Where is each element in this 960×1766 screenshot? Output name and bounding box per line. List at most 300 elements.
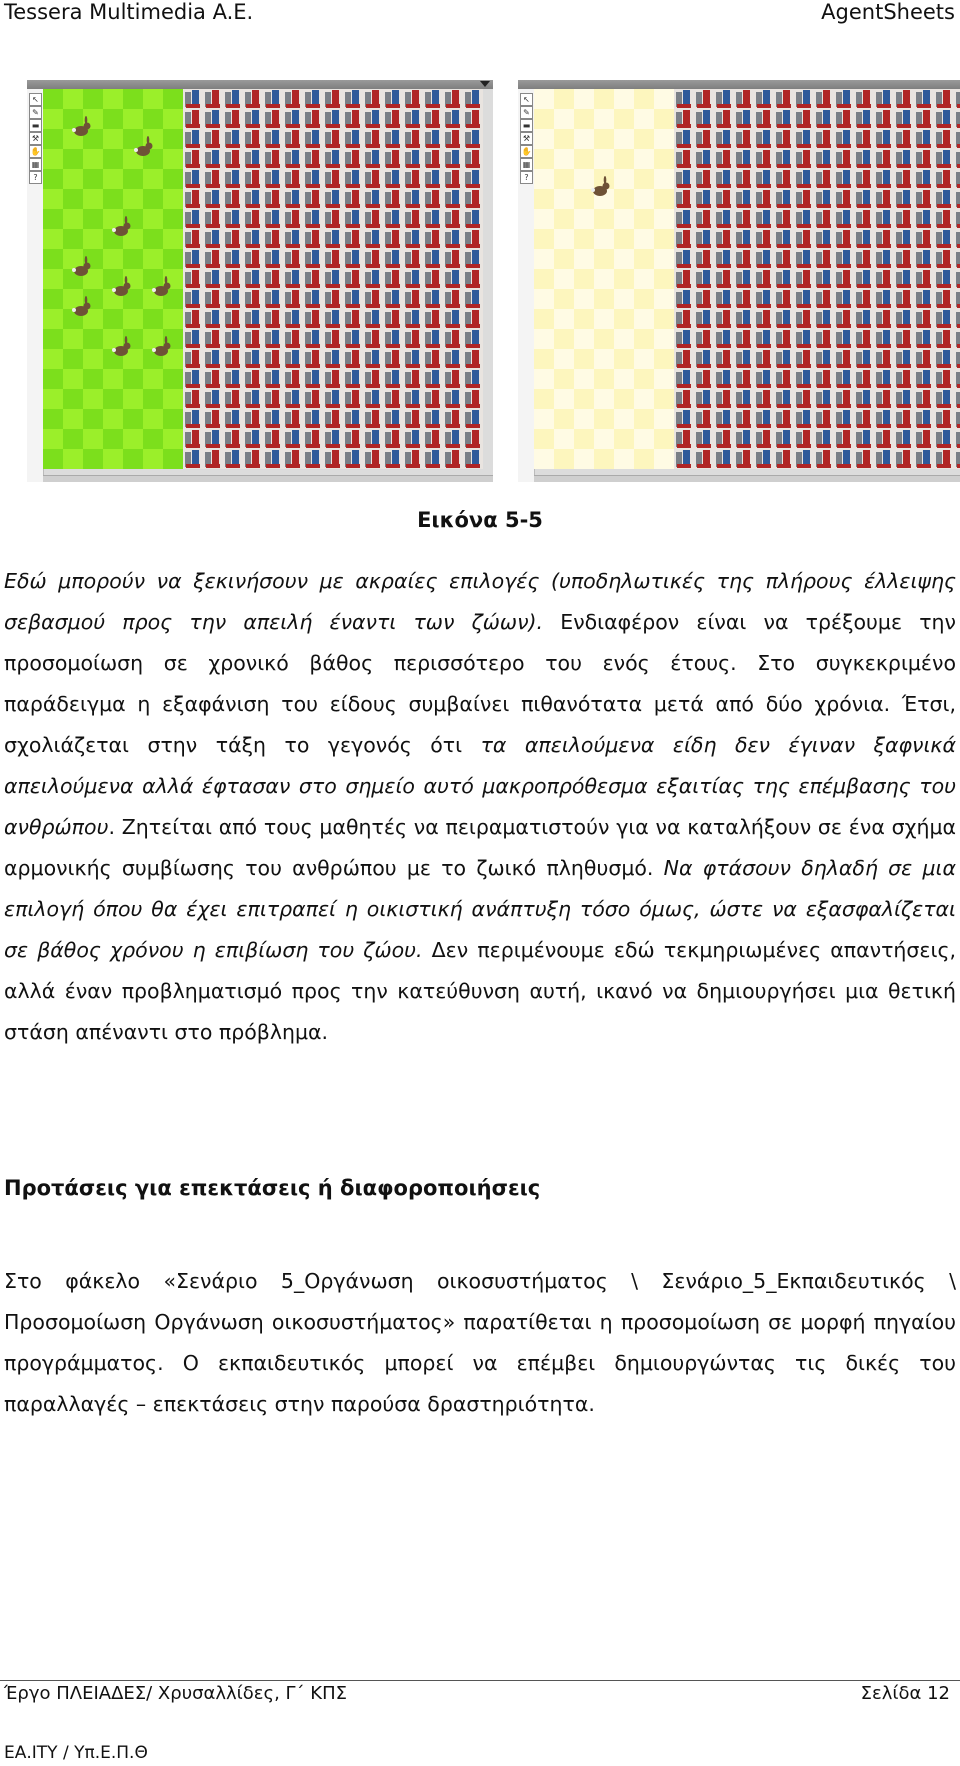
building-tile xyxy=(854,189,874,209)
building-tile xyxy=(854,369,874,389)
building-tile xyxy=(463,389,483,409)
building-tile xyxy=(874,189,894,209)
building-tile xyxy=(934,209,954,229)
building-tile xyxy=(694,389,714,409)
building-tile xyxy=(814,169,834,189)
building-tile xyxy=(423,109,443,129)
building-tile xyxy=(183,209,203,229)
field-tile xyxy=(634,209,654,229)
building-tile xyxy=(814,189,834,209)
field-tile xyxy=(594,449,614,469)
building-tile xyxy=(263,289,283,309)
building-tile xyxy=(383,409,403,429)
building-tile xyxy=(423,349,443,369)
field-tile xyxy=(654,329,674,349)
building-tile xyxy=(914,389,934,409)
tool-palette xyxy=(518,89,535,482)
building-tile xyxy=(794,89,814,109)
building-tile xyxy=(443,129,463,149)
building-tile xyxy=(854,389,874,409)
grid-icon[interactable]: ▦ xyxy=(520,158,533,171)
building-tile xyxy=(874,389,894,409)
building-tile xyxy=(423,449,443,469)
building-tile xyxy=(283,449,303,469)
field-tile xyxy=(574,329,594,349)
footer-project: Έργο ΠΛΕΙΑΔΕΣ/ Χρυσαλλίδες, Γ΄ ΚΠΣ xyxy=(4,1683,347,1704)
grid-icon[interactable]: ▦ xyxy=(29,158,42,171)
building-tile xyxy=(323,129,343,149)
building-tile xyxy=(363,449,383,469)
field-tile xyxy=(83,169,103,189)
building-tile xyxy=(774,89,794,109)
building-tile xyxy=(223,209,243,229)
field-tile xyxy=(123,109,143,129)
field-tile xyxy=(554,309,574,329)
building-tile xyxy=(463,449,483,469)
building-tile xyxy=(894,189,914,209)
field-tile xyxy=(634,449,654,469)
building-tile xyxy=(243,89,263,109)
building-tile xyxy=(383,249,403,269)
field-tile xyxy=(614,89,634,109)
building-tile xyxy=(694,109,714,129)
window-scrollbar[interactable] xyxy=(43,475,493,482)
field-tile xyxy=(123,309,143,329)
building-tile xyxy=(403,369,423,389)
building-tile xyxy=(734,369,754,389)
window-scrollbar[interactable] xyxy=(534,475,960,482)
building-tile xyxy=(794,429,814,449)
field-tile xyxy=(163,249,183,269)
field-tile xyxy=(63,189,83,209)
building-tile xyxy=(323,289,343,309)
building-tile xyxy=(283,249,303,269)
building-tile xyxy=(934,149,954,169)
field-tile xyxy=(554,349,574,369)
field-tile xyxy=(534,269,554,289)
field-tile xyxy=(534,349,554,369)
building-tile xyxy=(894,389,914,409)
field-tile xyxy=(143,389,163,409)
field-tile xyxy=(634,309,654,329)
field-tile xyxy=(103,149,123,169)
building-tile xyxy=(303,429,323,449)
building-tile xyxy=(403,309,423,329)
field-tile xyxy=(163,149,183,169)
building-tile xyxy=(203,169,223,189)
field-tile xyxy=(594,149,614,169)
building-tile xyxy=(183,409,203,429)
footer-divider xyxy=(0,1680,960,1681)
building-tile xyxy=(894,209,914,229)
building-tile xyxy=(694,369,714,389)
building-tile xyxy=(363,289,383,309)
building-tile xyxy=(343,409,363,429)
building-tile xyxy=(343,249,363,269)
building-tile xyxy=(443,229,463,249)
field-tile xyxy=(614,289,634,309)
building-tile xyxy=(834,349,854,369)
building-tile xyxy=(814,249,834,269)
building-tile xyxy=(814,149,834,169)
figure-caption: Εικόνα 5-5 xyxy=(417,508,543,532)
building-tile xyxy=(223,309,243,329)
field-tile xyxy=(63,389,83,409)
help-icon[interactable]: ? xyxy=(29,171,42,184)
building-tile xyxy=(403,389,423,409)
building-tile xyxy=(774,289,794,309)
building-tile xyxy=(343,289,363,309)
field-tile xyxy=(143,429,163,449)
building-tile xyxy=(203,109,223,129)
building-tile xyxy=(303,229,323,249)
body-paragraph-2: Στο φάκελο «Σενάριο 5_Οργάνωση οικοσυστήματος \ Σενάριο_5_Εκπαιδευτικός \ Προσομοίωση Οργάνωση οικοσυστήματος» παρατίθεται η προσομοίωση σε μορφή πηγαίου προγράμματος. Ο εκπαιδευτικός μπορεί να επέμβει δημιουργώντας τις δικές του παραλλαγές – επεκτάσεις στην παρούσα δραστηριότητα. xyxy=(4,1269,956,1416)
building-tile xyxy=(423,269,443,289)
pencil-icon[interactable]: ✎ xyxy=(520,106,533,119)
building-tile xyxy=(934,229,954,249)
building-tile xyxy=(463,269,483,289)
field-tile xyxy=(163,389,183,409)
building-tile xyxy=(954,329,960,349)
field-tile xyxy=(574,269,594,289)
hammer-icon[interactable]: ⚒ xyxy=(29,132,42,145)
field-tile xyxy=(594,209,614,229)
building-tile xyxy=(323,369,343,389)
field-tile xyxy=(654,349,674,369)
building-tile xyxy=(914,449,934,469)
field-tile xyxy=(574,289,594,309)
building-tile xyxy=(734,389,754,409)
hand-icon[interactable]: ✋ xyxy=(30,147,41,156)
field-tile xyxy=(574,149,594,169)
building-tile xyxy=(283,169,303,189)
building-tile xyxy=(714,369,734,389)
building-tile xyxy=(363,109,383,129)
field-tile xyxy=(43,129,63,149)
building-tile xyxy=(854,149,874,169)
building-tile xyxy=(854,89,874,109)
building-tile xyxy=(914,109,934,129)
building-tile xyxy=(834,369,854,389)
building-tile xyxy=(423,389,443,409)
field-tile xyxy=(83,209,103,229)
building-tile xyxy=(203,369,223,389)
field-tile xyxy=(554,409,574,429)
building-tile xyxy=(854,309,874,329)
building-tile xyxy=(914,409,934,429)
building-tile xyxy=(283,109,303,129)
field-tile xyxy=(654,249,674,269)
building-tile xyxy=(223,329,243,349)
building-tile xyxy=(754,369,774,389)
field-tile xyxy=(63,209,83,229)
pencil-icon[interactable]: ✎ xyxy=(29,106,42,119)
building-tile xyxy=(263,129,283,149)
building-tile xyxy=(223,409,243,429)
building-tile xyxy=(674,409,694,429)
building-tile xyxy=(403,189,423,209)
building-tile xyxy=(183,229,203,249)
building-tile xyxy=(343,429,363,449)
building-tile xyxy=(934,269,954,289)
field-tile xyxy=(594,309,614,329)
field-tile xyxy=(83,389,103,409)
building-tile xyxy=(954,149,960,169)
building-tile xyxy=(463,289,483,309)
hammer-icon[interactable]: ⚒ xyxy=(520,132,533,145)
field-tile xyxy=(83,409,103,429)
building-tile xyxy=(203,289,223,309)
building-tile xyxy=(694,169,714,189)
field-tile xyxy=(634,349,654,369)
building-tile xyxy=(894,229,914,249)
building-tile xyxy=(443,329,463,349)
building-tile xyxy=(303,269,323,289)
building-tile xyxy=(834,149,854,169)
field-tile xyxy=(614,349,634,369)
building-tile xyxy=(874,209,894,229)
building-tile xyxy=(874,309,894,329)
building-tile xyxy=(774,449,794,469)
field-tile xyxy=(634,249,654,269)
building-tile xyxy=(714,189,734,209)
help-icon[interactable]: ? xyxy=(520,171,533,184)
field-tile xyxy=(143,89,163,109)
building-tile xyxy=(283,89,303,109)
field-tile xyxy=(634,89,654,109)
field-tile xyxy=(594,109,614,129)
building-tile xyxy=(934,169,954,189)
building-tile xyxy=(443,269,463,289)
building-tile xyxy=(383,109,403,129)
building-tile xyxy=(894,269,914,289)
building-tile xyxy=(694,189,714,209)
building-tile xyxy=(734,209,754,229)
building-tile xyxy=(954,389,960,409)
building-tile xyxy=(674,89,694,109)
field-tile xyxy=(654,449,674,469)
building-tile xyxy=(343,349,363,369)
building-tile xyxy=(934,449,954,469)
building-tile xyxy=(694,329,714,349)
building-tile xyxy=(223,429,243,449)
building-tile xyxy=(263,349,283,369)
building-tile xyxy=(283,369,303,389)
building-tile xyxy=(363,229,383,249)
building-tile xyxy=(734,329,754,349)
building-tile xyxy=(403,249,423,269)
building-tile xyxy=(443,89,463,109)
eraser-icon[interactable]: ▬ xyxy=(520,119,533,132)
worksheet-grid[interactable] xyxy=(534,89,960,476)
building-tile xyxy=(363,269,383,289)
building-tile xyxy=(914,129,934,149)
field-tile xyxy=(534,229,554,249)
field-tile xyxy=(163,189,183,209)
building-tile xyxy=(834,189,854,209)
building-tile xyxy=(854,229,874,249)
building-tile xyxy=(463,189,483,209)
building-tile xyxy=(834,449,854,469)
building-tile xyxy=(694,269,714,289)
field-tile xyxy=(43,349,63,369)
building-tile xyxy=(954,409,960,429)
field-tile xyxy=(143,409,163,429)
building-tile xyxy=(263,429,283,449)
field-tile xyxy=(143,249,163,269)
building-tile xyxy=(403,209,423,229)
building-tile xyxy=(754,109,774,129)
field-tile xyxy=(574,369,594,389)
field-tile xyxy=(83,449,103,469)
simulation-screenshot-left xyxy=(27,80,493,482)
field-tile xyxy=(554,189,574,209)
text-run: Ενδιαφέρον είναι να τρέξουμε την προσομοίωση σε χρονικό βάθος περισσότερο του ενός έτους. Στο συγκεκριμένο παράδειγμα η εξαφάνιση του είδους συμβαίνει πιθανότατα μετά από δύο χρόνια. Έτσι, σχολιάζεται στην τάξη το γεγονός ότι xyxy=(4,610,957,757)
building-tile xyxy=(674,169,694,189)
body-paragraph-1 xyxy=(4,561,956,1053)
field-tile xyxy=(574,349,594,369)
field-tile xyxy=(574,189,594,209)
eraser-icon[interactable]: ▬ xyxy=(29,119,42,132)
building-tile xyxy=(243,449,263,469)
building-tile xyxy=(694,349,714,369)
field-tile xyxy=(534,209,554,229)
building-tile xyxy=(794,109,814,129)
building-tile xyxy=(714,409,734,429)
field-tile xyxy=(594,329,614,349)
building-tile xyxy=(874,89,894,109)
building-tile xyxy=(894,89,914,109)
field-tile xyxy=(143,209,163,229)
building-tile xyxy=(674,429,694,449)
field-tile xyxy=(43,249,63,269)
building-tile xyxy=(363,209,383,229)
building-tile xyxy=(423,89,443,109)
building-tile xyxy=(243,289,263,309)
field-tile xyxy=(654,269,674,289)
building-tile xyxy=(383,329,403,349)
worksheet-grid[interactable] xyxy=(43,89,493,476)
building-tile xyxy=(343,449,363,469)
building-tile xyxy=(383,129,403,149)
building-tile xyxy=(734,289,754,309)
building-tile xyxy=(874,109,894,129)
field-tile xyxy=(143,189,163,209)
field-tile xyxy=(63,169,83,189)
field-tile xyxy=(83,149,103,169)
building-tile xyxy=(714,429,734,449)
building-tile xyxy=(874,229,894,249)
field-tile xyxy=(574,309,594,329)
building-tile xyxy=(794,149,814,169)
building-tile xyxy=(283,389,303,409)
building-tile xyxy=(714,309,734,329)
building-tile xyxy=(423,309,443,329)
building-tile xyxy=(914,429,934,449)
page-header xyxy=(0,0,960,30)
field-tile xyxy=(554,109,574,129)
building-tile xyxy=(814,209,834,229)
building-tile xyxy=(223,89,243,109)
building-tile xyxy=(754,289,774,309)
building-tile xyxy=(914,309,934,329)
field-tile xyxy=(614,149,634,169)
field-tile xyxy=(63,149,83,169)
building-tile xyxy=(874,169,894,189)
building-tile xyxy=(263,169,283,189)
building-tile xyxy=(263,369,283,389)
building-tile xyxy=(894,149,914,169)
building-tile xyxy=(754,209,774,229)
building-tile xyxy=(814,369,834,389)
building-tile xyxy=(463,229,483,249)
building-tile xyxy=(774,169,794,189)
field-tile xyxy=(614,209,634,229)
building-tile xyxy=(734,429,754,449)
building-tile xyxy=(694,209,714,229)
window-titlebar xyxy=(27,80,493,89)
building-tile xyxy=(714,229,734,249)
field-tile xyxy=(143,229,163,249)
building-tile xyxy=(263,329,283,349)
building-tile xyxy=(674,369,694,389)
field-tile xyxy=(123,409,143,429)
building-tile xyxy=(934,409,954,429)
field-tile xyxy=(534,309,554,329)
building-tile xyxy=(363,129,383,149)
building-tile xyxy=(323,89,343,109)
building-tile xyxy=(694,249,714,269)
building-tile xyxy=(734,269,754,289)
building-tile xyxy=(794,369,814,389)
building-tile xyxy=(734,149,754,169)
field-tile xyxy=(63,409,83,429)
building-tile xyxy=(443,109,463,129)
building-tile xyxy=(794,189,814,209)
field-tile xyxy=(654,189,674,209)
field-tile xyxy=(654,89,674,109)
window-menu-dropdown-icon[interactable] xyxy=(480,81,490,87)
arrow-icon[interactable]: ↖ xyxy=(520,93,533,106)
field-tile xyxy=(634,329,654,349)
building-tile xyxy=(183,429,203,449)
building-tile xyxy=(894,169,914,189)
building-tile xyxy=(263,149,283,169)
building-tile xyxy=(694,449,714,469)
building-tile xyxy=(343,129,363,149)
building-tile xyxy=(183,169,203,189)
building-tile xyxy=(323,209,343,229)
building-tile xyxy=(243,409,263,429)
building-tile xyxy=(443,169,463,189)
building-tile xyxy=(934,389,954,409)
text-italic: Εδώ μπορούν να ξεκινήσουν με ακραίες επιλογές (υποδηλωτικές της πλήρους έλλειψης σεβασμού προς την απειλή έναντι των ζώων). xyxy=(4,569,956,634)
arrow-icon[interactable]: ↖ xyxy=(29,93,42,106)
building-tile xyxy=(714,89,734,109)
building-tile xyxy=(874,349,894,369)
field-tile xyxy=(103,89,123,109)
building-tile xyxy=(794,389,814,409)
building-tile xyxy=(834,109,854,129)
building-tile xyxy=(263,409,283,429)
field-tile xyxy=(534,289,554,309)
hand-icon[interactable]: ✋ xyxy=(521,147,532,156)
text-run: Δεν περιμένουμε εδώ τεκμηριωμένες απαντήσεις, αλλά έναν προβληματισμό προς την κατεύθυνση αυτή, ικανό να δημιουργήσει μια θετική στάση απέναντι στο πρόβλημα. xyxy=(4,938,956,1044)
field-tile xyxy=(554,149,574,169)
building-tile xyxy=(754,309,774,329)
building-tile xyxy=(283,189,303,209)
building-tile xyxy=(343,229,363,249)
